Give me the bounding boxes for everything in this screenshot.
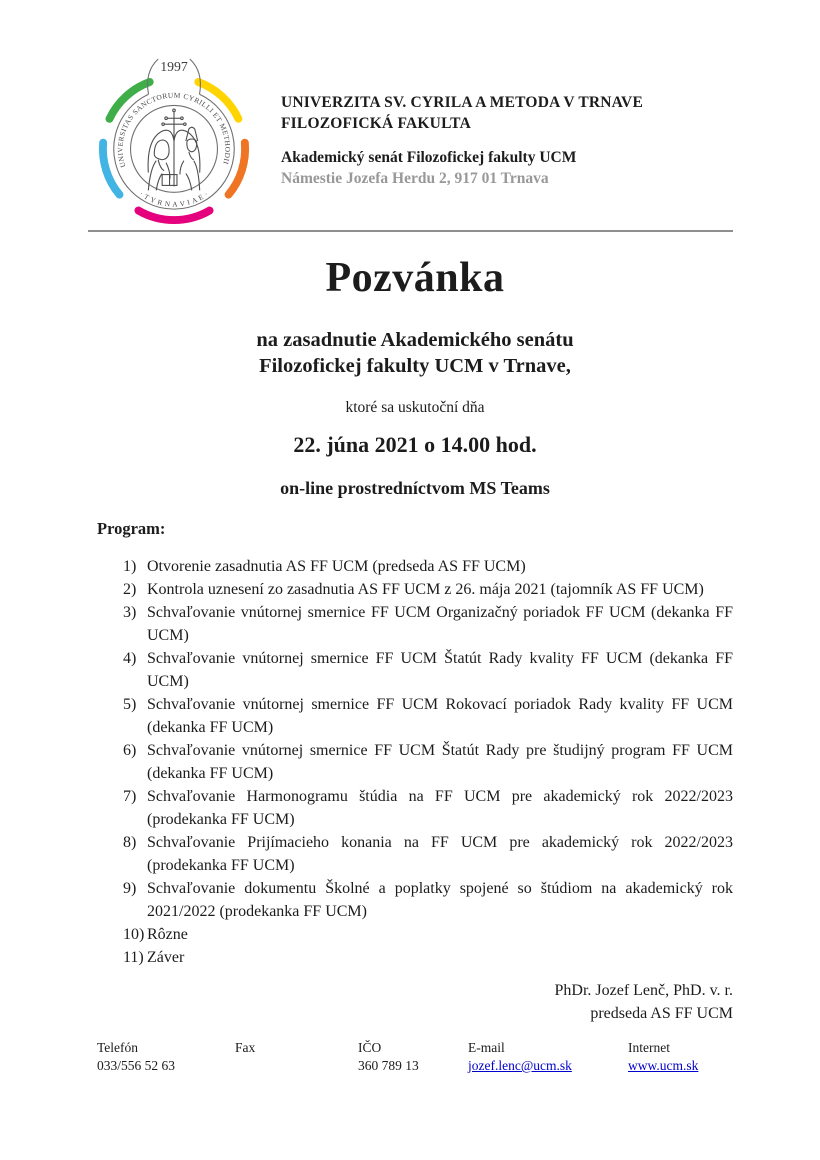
signature-block xyxy=(97,979,733,1025)
occasion-text: ktoré sa uskutoční dňa xyxy=(345,399,485,416)
program-item xyxy=(97,601,733,647)
footer-column xyxy=(235,1039,358,1075)
program-item-text: Schvaľovanie vnútornej smernice FF UCM Organizačný poriadok FF UCM (dekanka FF UCM) xyxy=(147,604,733,644)
seal-year: 1997 xyxy=(160,58,188,74)
program-item xyxy=(97,877,733,923)
program-label: Program: xyxy=(97,519,166,538)
footer-label: Fax xyxy=(235,1040,256,1055)
program-item-number: 1) xyxy=(123,558,137,575)
header-divider xyxy=(88,230,733,232)
program-item xyxy=(97,578,733,601)
footer-label: Telefón xyxy=(97,1040,139,1055)
program-item xyxy=(97,785,733,831)
program-item xyxy=(97,555,733,578)
faculty-name: FILOZOFICKÁ FAKULTA xyxy=(281,115,471,132)
footer-value: 033/556 52 63 xyxy=(97,1058,176,1073)
program-item-text: Schvaľovanie dokumentu Školné a poplatky spojené so štúdiom na akademický rok 2021/2022 (prodekanka FF UCM) xyxy=(147,880,733,920)
program-item-text: Schvaľovanie Harmonogramu štúdia na FF UCM pre akademický rok 2022/2023 (prodekanka FF UCM) xyxy=(147,788,733,828)
letterhead xyxy=(97,48,733,230)
document-title: Pozvánka xyxy=(325,255,505,301)
program-item-text: Rôzne xyxy=(147,926,188,943)
senate-name: Akademický senát Filozofickej fakulty UCM xyxy=(281,149,577,166)
footer-column xyxy=(97,1039,235,1075)
program-item-number: 3) xyxy=(123,604,137,621)
signature-name: PhDr. Jozef Lenč, PhD. v. r. xyxy=(554,982,733,999)
program-item xyxy=(97,923,733,946)
program-item-text: Kontrola uznesení zo zasadnutia AS FF UCM z 26. mája 2021 (tajomník AS FF UCM) xyxy=(147,581,704,598)
program-item-text: Záver xyxy=(147,949,185,966)
footer-value: 360 789 13 xyxy=(358,1058,419,1073)
program-item-text: Schvaľovanie vnútornej smernice FF UCM Štatút Rady kvality FF UCM (dekanka FF UCM) xyxy=(147,650,733,690)
footer-column xyxy=(628,1039,733,1075)
footer-label: Internet xyxy=(628,1040,670,1055)
program-item-number: 4) xyxy=(123,650,137,667)
footer-column xyxy=(358,1039,468,1075)
footer-label: E-mail xyxy=(468,1040,505,1055)
address-line: Námestie Jozefa Herdu 2, 917 01 Trnava xyxy=(281,170,549,187)
footer-link[interactable]: www.ucm.sk xyxy=(628,1058,699,1073)
program-item-number: 7) xyxy=(123,788,137,805)
program-item-number: 10) xyxy=(123,926,145,943)
subtitle xyxy=(97,328,733,379)
seal-arc-magenta xyxy=(138,211,209,221)
program-item-number: 9) xyxy=(123,880,137,897)
program-item-number: 2) xyxy=(123,581,137,598)
program-item-text: Schvaľovanie vnútornej smernice FF UCM Štatút Rady pre študijný program FF UCM (dekanka FF UCM) xyxy=(147,742,733,782)
program-item xyxy=(97,647,733,693)
meeting-datetime: 22. júna 2021 o 14.00 hod. xyxy=(293,432,537,457)
seal-ring-text-bottom: · T Y R N A V I A E · xyxy=(137,190,211,209)
program-item xyxy=(97,946,733,969)
program-item xyxy=(97,831,733,877)
footer-column xyxy=(468,1039,628,1075)
program-item-number: 6) xyxy=(123,742,137,759)
footer-contact-bar xyxy=(97,1039,733,1075)
program-item-number: 5) xyxy=(123,696,137,713)
program-item-text: Schvaľovanie Prijímacieho konania na FF UCM pre akademický rok 2022/2023 (prodekanka FF UCM) xyxy=(147,834,733,874)
letterhead-text xyxy=(281,92,643,189)
program-item xyxy=(97,693,733,739)
university-name: UNIVERZITA SV. CYRILA A METODA V TRNAVE xyxy=(281,94,643,111)
seal-ring-text-top: UNIVERSITAS SANCTORUM CYRILLI ET METHODII xyxy=(116,91,232,169)
saints-emblem-icon xyxy=(148,109,200,190)
meeting-platform: on-line prostredníctvom MS Teams xyxy=(280,478,550,498)
footer-link[interactable]: jozef.lenc@ucm.sk xyxy=(468,1058,572,1073)
program-item-text: Schvaľovanie vnútornej smernice FF UCM Rokovací poriadok Rady kvality FF UCM (dekanka FF UCM) xyxy=(147,696,733,736)
subtitle-line-2: Filozofickej fakulty UCM v Trnave, xyxy=(259,354,571,377)
program-item-text: Otvorenie zasadnutia AS FF UCM (predseda AS FF UCM) xyxy=(147,558,526,575)
university-seal-logo xyxy=(93,48,255,230)
program-item xyxy=(97,739,733,785)
program-item-number: 11) xyxy=(123,949,144,966)
program-item-number: 8) xyxy=(123,834,137,851)
footer-label: IČO xyxy=(358,1040,382,1055)
subtitle-line-1: na zasadnutie Akademického senátu xyxy=(256,329,574,351)
program-list xyxy=(97,555,733,969)
signature-role: predseda AS FF UCM xyxy=(590,1005,733,1022)
